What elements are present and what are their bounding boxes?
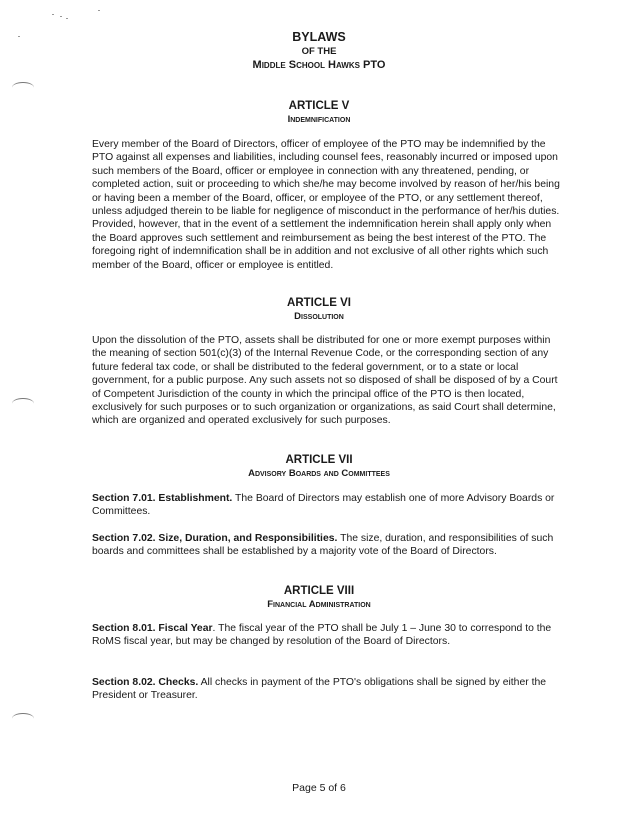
binder-hole-mark bbox=[12, 398, 34, 409]
organization-name: Middle School Hawks PTO bbox=[252, 59, 386, 71]
scan-speck bbox=[66, 18, 68, 19]
article-title: ARTICLE VII bbox=[285, 454, 353, 466]
article-subtitle: Advisory Boards and Committees bbox=[248, 468, 390, 479]
article-heading bbox=[0, 454, 638, 480]
section-paragraph bbox=[92, 622, 566, 649]
section-label: Section 8.01. Fiscal Year bbox=[92, 623, 213, 634]
scan-speck bbox=[98, 10, 100, 11]
binder-hole-mark bbox=[12, 82, 34, 93]
article-subtitle: Dissolution bbox=[294, 311, 344, 322]
article-paragraph bbox=[92, 138, 566, 272]
section-paragraph bbox=[92, 492, 566, 519]
section-label: Section 8.02. Checks. bbox=[92, 677, 199, 688]
article-paragraph bbox=[92, 334, 566, 428]
document-of-the: OF THE bbox=[301, 46, 337, 57]
section-paragraph bbox=[92, 676, 566, 703]
article-subtitle: Indemnification bbox=[287, 114, 351, 125]
article-heading bbox=[0, 297, 638, 323]
section-paragraph bbox=[92, 532, 566, 559]
article-heading bbox=[0, 100, 638, 126]
article-subtitle: Financial Administration bbox=[267, 599, 371, 610]
section-text: The size, duration, and responsibilities of such boards and committees shall be established by a majority vote of the Board of Directors. bbox=[92, 533, 554, 558]
section-text: The Board of Directors may establish one of more Advisory Boards or Committees. bbox=[92, 493, 555, 518]
section-label: Section 7.02. Size, Duration, and Responsibilities. bbox=[92, 533, 338, 544]
binder-hole-mark bbox=[12, 713, 34, 724]
article-title: ARTICLE V bbox=[288, 100, 350, 112]
article-title: ARTICLE VI bbox=[287, 297, 351, 309]
article-title: ARTICLE VIII bbox=[283, 585, 355, 597]
document-title: BYLAWS bbox=[292, 30, 346, 44]
scan-speck bbox=[52, 14, 54, 15]
paragraph-text: Every member of the Board of Directors, officer of employee of the PTO may be indemnified by the PTO against all expenses and liabilities, including counsel fees, reasonably incurred or imposed upon such members of the Board, officer or employee in connection with any threatened, pending, or completed action, suit or proceeding to which she/he may become involved by reason of her/his being or having been a member of the Board, officer, or employee of the PTO, or any settlement thereof, unless adjudged therein to be liable for negligence of misconduct in the performance of her/his duties. Provided, however, that in the event of a settlement the indemnification herein shall apply only when the Board approves such settlement and reimbursement as being the best interest of the PTO. The foregoing right of indemnification shall be in addition and not exclusive of all other rights which such member of the Board, officer or employee is entitled. bbox=[92, 139, 560, 271]
scan-speck bbox=[60, 16, 62, 17]
page-number: Page 5 of 6 bbox=[292, 782, 346, 794]
section-label: Section 7.01. Establishment. bbox=[92, 493, 233, 504]
document-header bbox=[0, 30, 638, 72]
section-text: . The fiscal year of the PTO shall be July 1 – June 30 to correspond to the RoMS fiscal year, but may be changed by resolution of the Board of Directors. bbox=[92, 623, 552, 648]
paragraph-text: Upon the dissolution of the PTO, assets shall be distributed for one or more exempt purposes within the meaning of section 501(c)(3) of the Internal Revenue Code, or the corresponding section of any future federal tax code, or shall be distributed to the federal government, or to a state or local government, for a public purpose. Any such assets not so disposed of shall be disposed of by a Court of Competent Jurisdiction of the county in which the principal office of the PTO is then located, exclusively for such purposes or to such organization or organizations, as said Court shall determine, which are organized and operated exclusively for such purposes. bbox=[92, 335, 558, 427]
section-text: All checks in payment of the PTO's obligations shall be signed by either the President or Treasurer. bbox=[92, 677, 547, 702]
article-heading bbox=[0, 585, 638, 611]
